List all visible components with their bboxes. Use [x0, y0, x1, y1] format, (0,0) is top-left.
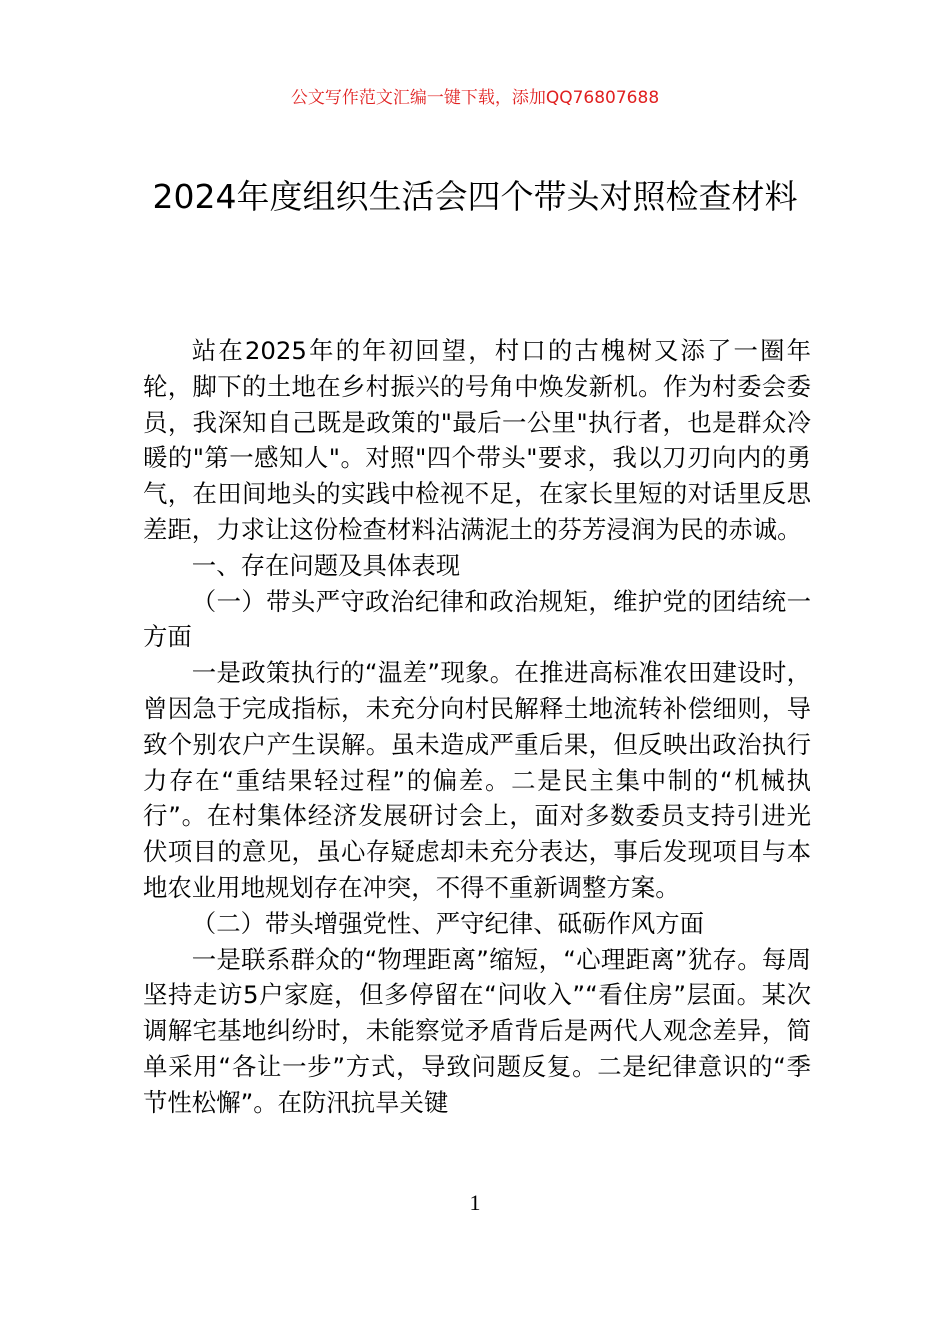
paragraph-2: 一是联系群众的“物理距离”缩短，“心理距离”犹存。每周坚持走访5户家庭，但多停留在“问收入”“看住房”层面。某次调解宅基地纠纷时，未能察觉矛盾背后是两代人观念差异，简单采用“各让一步”方式，导致问题反复。二是纪律意识的“季节性松懈”。在防汛抗旱关键	[143, 944, 811, 1117]
section-heading: 一、存在问题及具体表现	[191, 550, 461, 580]
page-number: 1	[469, 1190, 481, 1215]
document-body	[143, 333, 811, 1121]
header-note: 公文写作范文汇编一键下载，添加QQ76807688	[290, 88, 660, 108]
subsection-heading-2: （二）带头增强党性、严守纪律、砥砺作风方面	[191, 908, 705, 938]
paragraph-1: 一是政策执行的“温差”现象。在推进高标准农田建设时，曾因急于完成指标，未充分向村民解释土地流转补偿细则，导致个别农户产生误解。虽未造成严重后果，但反映出政治执行力存在“重结果轻过程”的偏差。二是民主集中制的“机械执行”。在村集体经济发展研讨会上，面对多数委员支持引进光伏项目的意见，虽心存疑虑却未充分表达，事后发现项目与本地农业用地规划存在冲突，不得不重新调整方案。	[143, 658, 811, 902]
document-title: 2024年度组织生活会四个带头对照检查材料	[152, 177, 798, 216]
paragraph-intro: 站在2025年的年初回望，村口的古槐树又添了一圈年轮，脚下的土地在乡村振兴的号角中焕发新机。作为村委会委员，我深知自己既是政策的"最后一公里"执行者，也是群众冷暖的"第一感知人"。对照"四个带头"要求，我以刀刃向内的勇气，在田间地头的实践中检视不足，在家长里短的对话里反思差距，力求让这份检查材料沾满泥土的芬芳浸润为民的赤诚。	[143, 336, 811, 544]
subsection-heading-1: （一）带头严守政治纪律和政治规矩，维护党的团结统一方面	[143, 586, 811, 652]
